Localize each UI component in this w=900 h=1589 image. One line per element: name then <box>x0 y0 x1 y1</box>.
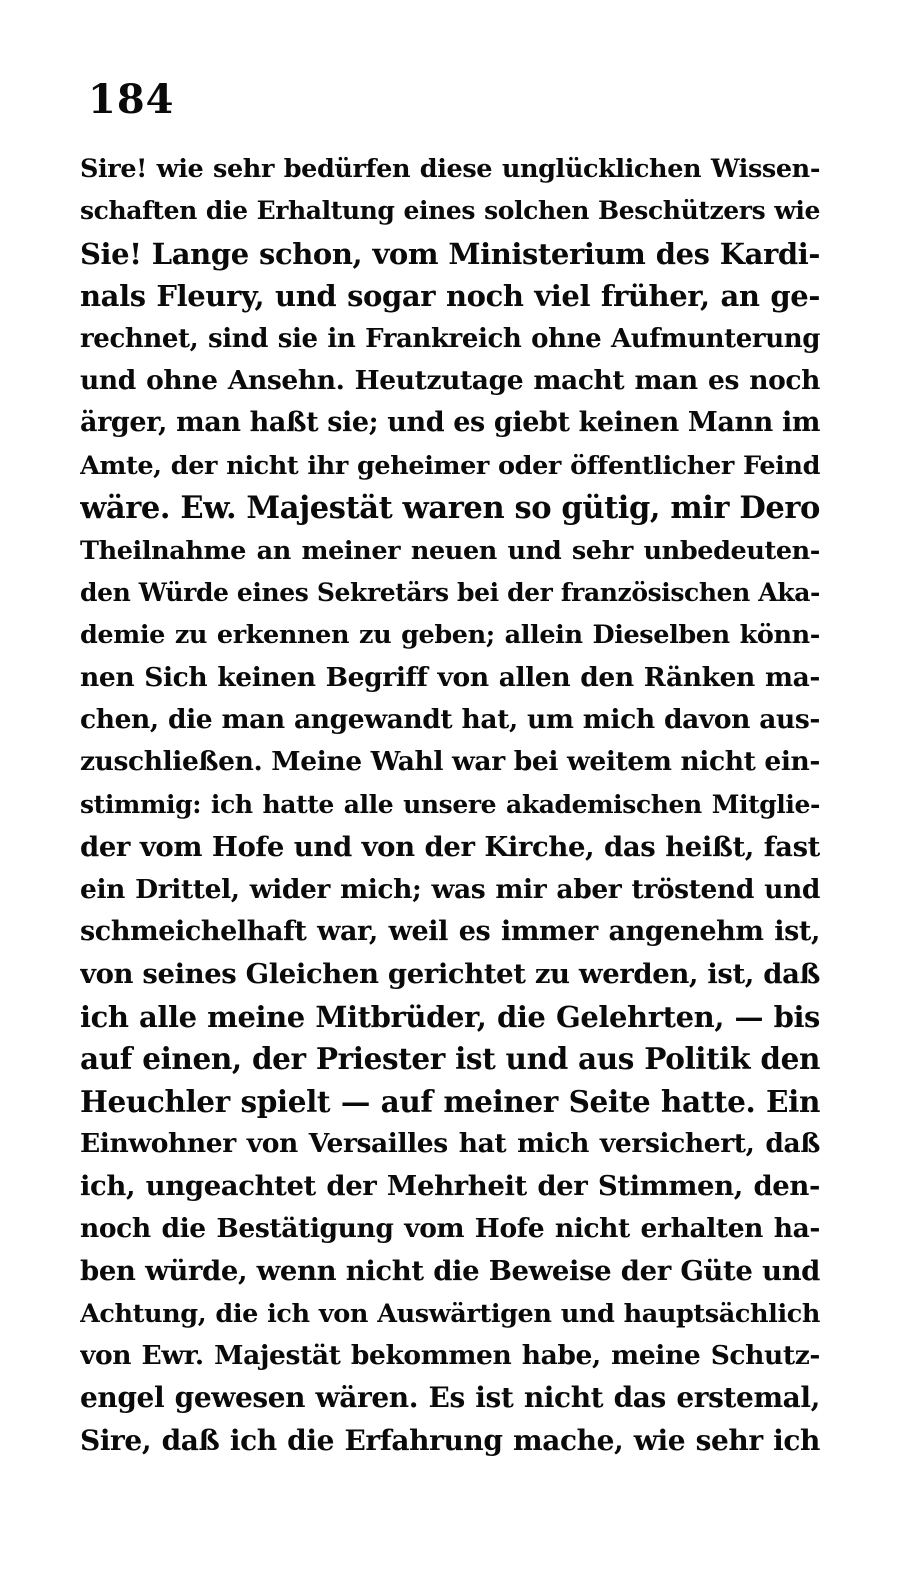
text-line: Einwohner von Versailles hat mich versichert, daß <box>80 1127 820 1159</box>
page-number: 184 <box>88 76 175 123</box>
text-line: ich, ungeachtet der Mehrheit der Stimmen, den- <box>80 1170 820 1203</box>
text-line: schaften die Erhaltung eines solchen Beschützers wie <box>80 196 820 226</box>
text-line: von Ewr. Majestät bekommen habe, meine Schutz- <box>80 1339 820 1371</box>
text-line: Amte, der nicht ihr geheimer oder öffentlicher Feind <box>80 450 820 481</box>
text-line: Theilnahme an meiner neuen und sehr unbedeuten- <box>80 535 820 566</box>
text-line: zuschließen. Meine Wahl war bei weitem nicht ein- <box>80 746 820 778</box>
text-line: Sire, daß ich die Erfahrung mache, wie sehr ich <box>80 1423 820 1457</box>
text-line: Heuchler spielt — auf meiner Seite hatte. Ein <box>80 1083 820 1119</box>
text-line: den Würde eines Sekretärs bei der französischen Aka- <box>80 577 820 607</box>
text-line: Sie! Lange schon, vom Ministerium des Kardi- <box>80 236 820 271</box>
text-line: Sire! wie sehr bedürfen diese unglücklichen Wissen- <box>80 154 820 184</box>
text-line: auf einen, der Priester ist und aus Politik den <box>80 1041 820 1077</box>
text-line: rechnet, sind sie in Frankreich ohne Aufmunterung <box>80 323 820 354</box>
text-line: nen Sich keinen Begriff von allen den Ränken ma- <box>80 661 820 693</box>
text-line: ben würde, wenn nicht die Beweise der Güte und <box>80 1255 820 1288</box>
text-line: noch die Bestätigung vom Hofe nicht erhalten ha- <box>80 1212 820 1244</box>
text-line: ein Drittel, wider mich; was mir aber tröstend und <box>80 873 820 905</box>
text-line: wäre. Ew. Majestät waren so gütig, mir Dero <box>80 490 820 527</box>
text-line: der vom Hofe und von der Kirche, das heißt, fast <box>80 831 820 864</box>
text-line: engel gewesen wären. Es ist nicht das erstemal, <box>80 1381 820 1415</box>
text-line: ich alle meine Mitbrüder, die Gelehrten, — bis <box>80 999 820 1034</box>
text-line: von seines Gleichen gerichtet zu werden, ist, daß <box>80 958 820 991</box>
text-line: nals Fleury, und sogar noch viel früher, an ge- <box>80 279 820 314</box>
text-line: ärger, man haßt sie; und es giebt keinen Mann im <box>80 407 820 439</box>
text-line: stimmig: ich hatte alle unsere akademischen Mitglie- <box>80 789 820 819</box>
text-line: Achtung, die ich von Auswärtigen und hauptsächlich <box>80 1298 820 1329</box>
text-line: schmeichelhaft war, weil es immer angenehm ist, <box>80 916 820 948</box>
text-line: chen, die man angewandt hat, um mich davon aus- <box>80 704 820 736</box>
text-line: und ohne Ansehn. Heutzutage macht man es noch <box>80 364 820 396</box>
text-line: demie zu erkennen zu geben; allein Dieselben könn- <box>80 620 820 651</box>
body-text <box>80 148 820 1462</box>
